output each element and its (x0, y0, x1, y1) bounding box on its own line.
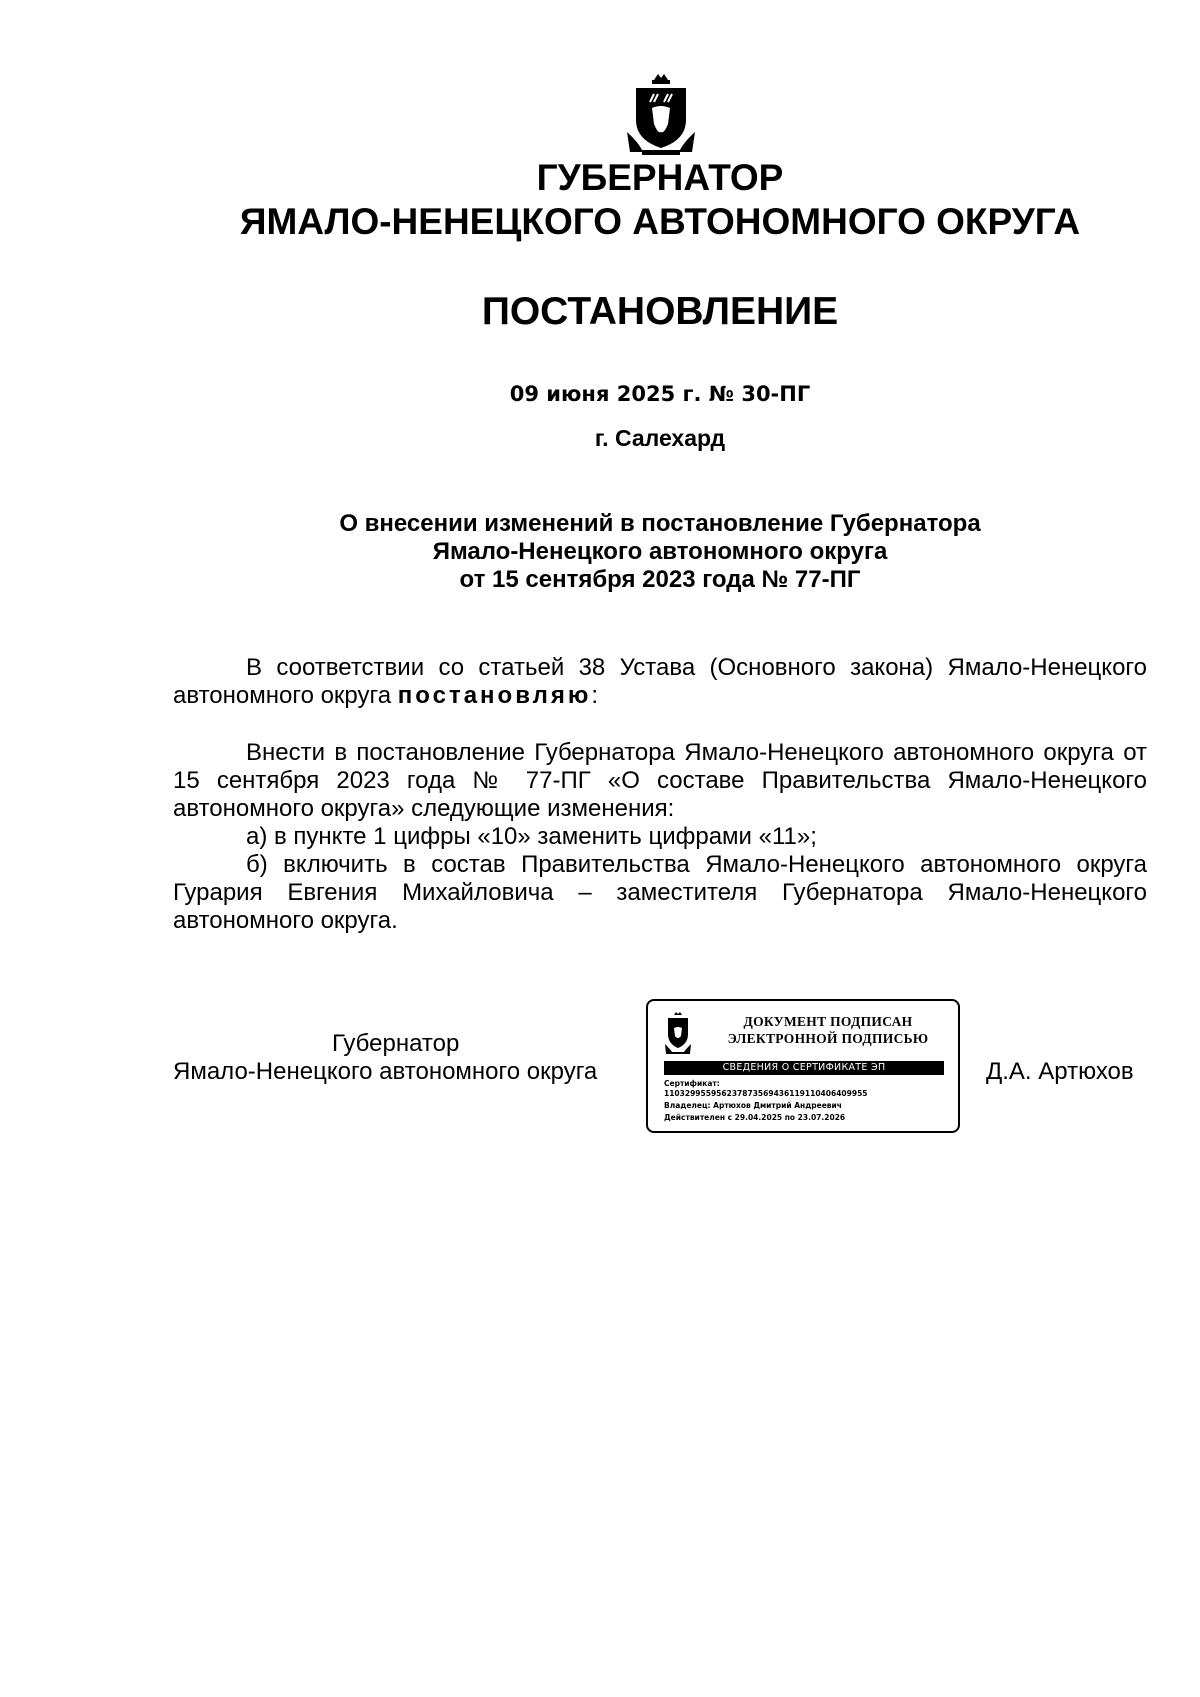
issuer-title: ГУБЕРНАТОР (536, 157, 784, 198)
preamble-paragraph (173, 654, 1147, 710)
certificate-owner: Владелец: Артюхов Дмитрий Андреевич (664, 1101, 842, 1110)
coat-of-arms-icon (624, 72, 698, 156)
amendment-item-a: а) в пункте 1 цифры «10» заменить цифрами «11»; (246, 823, 817, 850)
issuer-region: ЯМАЛО-НЕНЕЦКОГО АВТОНОМНОГО ОКРУГА (239, 201, 1081, 242)
document-type: ПОСТАНОВЛЕНИЕ (481, 290, 839, 333)
date-number: 09 июня 2025 г. № 30-ПГ (509, 382, 811, 406)
stamp-title: ДОКУМЕНТ ПОДПИСАН (743, 1014, 913, 1029)
decree-verb: постановляю (397, 682, 592, 709)
certificate-number: 110329955956237873569436119110406409955 (664, 1089, 868, 1098)
subject-line: Ямало-Ненецкого автономного округа (432, 538, 888, 565)
signer-region: Ямало-Ненецкого автономного округа (173, 1058, 598, 1085)
amendment-paragraph: Внести в постановление Губернатора Ямало-Ненецкого автономного округа от 15 сентября 2023 года № 77-ПГ «О составе Правительства Ямало-Ненецкого автономного округа» следующие изменения: (173, 739, 1147, 822)
signer-name: Д.А. Артюхов (986, 1058, 1134, 1085)
amendment-item-b: б) включить в состав Правительства Ямало-Ненецкого автономного округа Гурария Евгения Михайловича – заместителя Губернатора Ямало-Ненецкого автономного округа. (173, 851, 1147, 934)
stamp-title: ЭЛЕКТРОННОЙ ПОДПИСЬЮ (727, 1031, 929, 1046)
certificate-validity: Действителен с 29.04.2025 по 23.07.2026 (664, 1113, 846, 1122)
coat-of-arms-icon (664, 1012, 692, 1056)
electronic-signature-stamp (646, 999, 960, 1133)
certificate-label: Сертификат: (664, 1079, 720, 1088)
signer-position: Губернатор (332, 1030, 460, 1057)
stamp-certificate-header: СВЕДЕНИЯ О СЕРТИФИКАТЕ ЭП (664, 1061, 944, 1075)
body-paragraphs (173, 739, 1147, 935)
preamble-end: : (591, 682, 599, 709)
city: г. Салехард (594, 425, 726, 451)
subject-line: О внесении изменений в постановление Губернатора (339, 510, 981, 537)
preamble-text: В соответствии со статьей 38 Устава (Основного закона) Ямало-Ненецкого автономного округа (173, 654, 1147, 709)
subject-line: от 15 сентября 2023 года № 77-ПГ (459, 566, 861, 593)
